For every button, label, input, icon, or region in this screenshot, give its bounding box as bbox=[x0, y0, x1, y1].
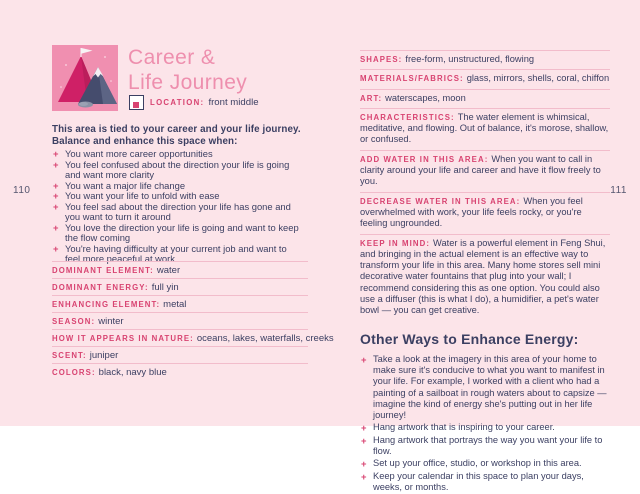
section-text: The water element is whimsical, meditative, and flowing. Out of balance, it's morose, shallow, or confused. bbox=[360, 111, 609, 145]
location-value: front middle bbox=[208, 97, 259, 108]
section-label: DECREASE WATER IN THIS AREA: bbox=[360, 196, 521, 206]
list-item: + You want a major life change bbox=[53, 179, 186, 191]
enhance-heading: Other Ways to Enhance Energy: bbox=[360, 330, 579, 347]
section-text: Water is a powerful element in Feng Shui, and bringing in the actual element is an effective way to transform your life in this area. Many home stores sell mini decorative water fountains that plug into your wall; I recommend considering this as one option. You could also use a diffuser (this is what I do), a humidifier, a pet's water bowl — you can get creative. bbox=[360, 237, 606, 316]
section-label: KEEP IN MIND: bbox=[360, 238, 431, 248]
right-page-number: 111 bbox=[610, 185, 627, 196]
table-row bbox=[360, 192, 610, 234]
location-marker bbox=[133, 102, 139, 108]
attribute-label: DOMINANT ENERGY: bbox=[52, 282, 149, 292]
list-item: + You love the direction your life is going and want to keep the flow coming bbox=[53, 221, 299, 244]
plus-bullet-icon: + bbox=[53, 158, 59, 170]
table-row bbox=[360, 150, 610, 192]
list-item: + You want your life to unfold with ease bbox=[53, 190, 220, 202]
list-item: + You're having difficulty at your current job and want to feel more peaceful at work bbox=[53, 242, 287, 265]
attribute-value: juniper bbox=[89, 349, 119, 361]
section-label: SHAPES: bbox=[360, 55, 403, 64]
plus-bullet-icon: + bbox=[361, 470, 367, 482]
section-label: ART: bbox=[360, 93, 383, 103]
section-table bbox=[360, 50, 610, 321]
attribute-label: SEASON: bbox=[52, 316, 96, 326]
table-row bbox=[360, 234, 610, 321]
attribute-value: full yin bbox=[151, 281, 179, 293]
attribute-value: winter bbox=[98, 315, 124, 327]
plus-bullet-icon: + bbox=[361, 422, 367, 434]
intro-line-2: Balance and enhance this space when: bbox=[52, 135, 238, 147]
plus-bullet-icon: + bbox=[361, 434, 367, 446]
attribute-label: SCENT: bbox=[52, 350, 87, 360]
attribute-value: metal bbox=[163, 298, 187, 310]
location-square-icon bbox=[129, 95, 144, 110]
intro-line-1: This area is tied to your career and your life journey. bbox=[52, 124, 301, 135]
section-text: When you feel overwhelmed with work, your life feels rocky, or you're feeling ungrounded. bbox=[360, 195, 583, 229]
plus-bullet-icon: + bbox=[53, 242, 59, 254]
table-row bbox=[52, 312, 308, 329]
table-row bbox=[360, 89, 610, 108]
attribute-table bbox=[52, 261, 334, 380]
table-row bbox=[52, 295, 308, 312]
list-item: + You feel sad about the direction your life has gone and you want to turn it around bbox=[53, 201, 291, 223]
plus-bullet-icon: + bbox=[53, 201, 59, 213]
attribute-value: water bbox=[156, 264, 181, 276]
table-row bbox=[52, 278, 308, 295]
section-text: When you want to call in clarity around your life and career and have it flow freely to you. bbox=[360, 153, 601, 187]
plus-bullet-icon: + bbox=[53, 190, 59, 202]
section-label: MATERIALS/FABRICS: bbox=[360, 74, 464, 84]
plus-bullet-icon: + bbox=[53, 221, 59, 233]
attribute-label: HOW IT APPEARS IN NATURE: bbox=[52, 333, 194, 343]
table-row bbox=[360, 69, 610, 88]
section-label: ADD WATER IN THIS AREA: bbox=[360, 154, 489, 164]
location-row bbox=[129, 95, 259, 110]
list-item: + Take a look at the imagery in this area of your home to make sure it's conducive to what you want to manifest in your life. For example, I worked with a client who had a painting of a sailboat in rough waters about to capsize — imagine the kind of energy she's putting out in her life journey! bbox=[361, 353, 607, 421]
attribute-value: oceans, lakes, waterfalls, creeks bbox=[196, 332, 334, 344]
table-row bbox=[360, 50, 610, 69]
attribute-label: ENHANCING ELEMENT: bbox=[52, 299, 161, 309]
location-label: LOCATION: bbox=[150, 98, 205, 107]
list-item: + You feel confused about the direction your life is going and want more clarity bbox=[53, 158, 290, 180]
table-row bbox=[52, 363, 308, 380]
plus-bullet-icon: + bbox=[361, 458, 367, 470]
attribute-label: DOMINANT ELEMENT: bbox=[52, 265, 154, 275]
title-line-1: Career & bbox=[128, 46, 216, 69]
list-item: + Keep your calendar in this space to plan your days, weeks, or months. bbox=[361, 470, 584, 492]
plus-bullet-icon: + bbox=[53, 179, 59, 191]
table-row bbox=[360, 108, 610, 150]
table-row bbox=[52, 261, 308, 278]
balance-bullet-list bbox=[52, 149, 304, 265]
section-text: free-form, unstructured, flowing bbox=[405, 54, 535, 64]
title-line-2: Life Journey bbox=[128, 71, 248, 94]
intro-text bbox=[52, 124, 301, 147]
section-text: waterscapes, moon bbox=[385, 92, 466, 103]
table-row bbox=[52, 346, 308, 363]
mountain-flag-illustration bbox=[52, 45, 118, 111]
attribute-label: COLORS: bbox=[52, 367, 96, 377]
plus-bullet-icon: + bbox=[53, 148, 59, 159]
page-title bbox=[128, 45, 247, 95]
list-item: + Set up your office, studio, or workshop in this area. bbox=[361, 458, 582, 470]
list-item: + You want more career opportunities bbox=[53, 148, 213, 159]
attribute-value: black, navy blue bbox=[98, 366, 167, 378]
left-page-number: 110 bbox=[13, 185, 31, 196]
plus-bullet-icon: + bbox=[361, 353, 367, 365]
enhance-bullet-list bbox=[360, 354, 610, 494]
section-text: glass, mirrors, shells, coral, chiffon bbox=[466, 73, 610, 84]
list-item: + Hang artwork that portrays the way you want your life to flow. bbox=[361, 434, 603, 457]
section-label: CHARACTERISTICS: bbox=[360, 112, 455, 122]
table-row bbox=[52, 329, 334, 346]
right-page bbox=[360, 50, 610, 494]
list-item: + Hang artwork that is inspiring to your career. bbox=[361, 422, 555, 434]
